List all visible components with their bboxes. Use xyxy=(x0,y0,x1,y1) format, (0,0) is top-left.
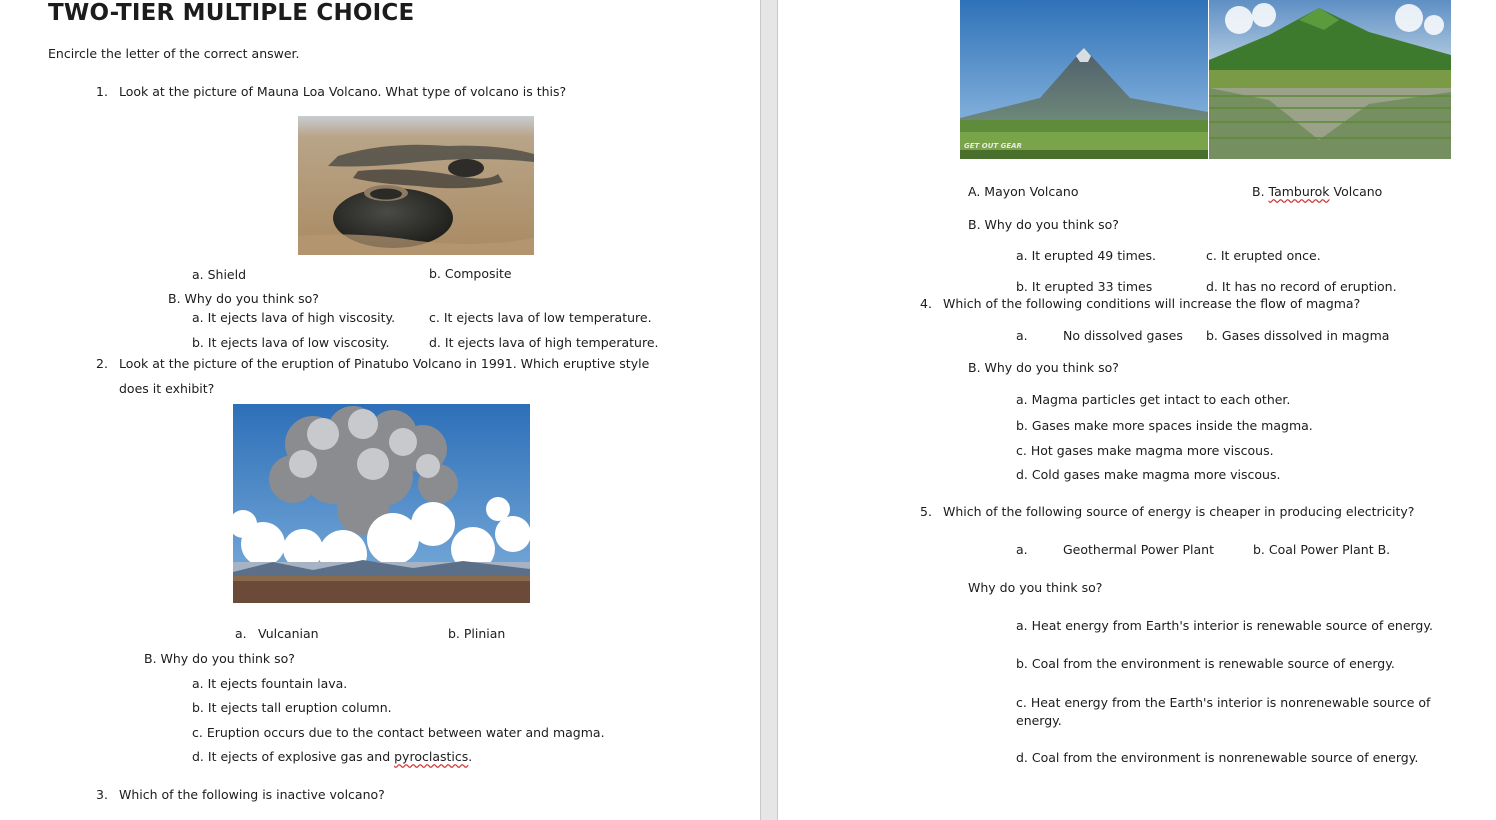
q2-reason-d[interactable] xyxy=(192,749,472,764)
mayon-photo-watermark: GET OUT GEAR xyxy=(964,142,1022,150)
q3-choice-b[interactable] xyxy=(1252,184,1382,199)
q5-choice-a-text[interactable]: Geothermal Power Plant xyxy=(1063,542,1215,557)
q3-choice-b-misspelled-word: Tamburok xyxy=(1268,184,1330,199)
q1-reason-d[interactable]: d. It ejects lava of high temperature. xyxy=(429,335,659,350)
q2-reason-c[interactable]: c. Eruption occurs due to the contact between water and magma. xyxy=(192,725,605,740)
q1-choice-a[interactable]: a. Shield xyxy=(192,267,247,282)
q1-reason-b[interactable]: b. It ejects lava of low viscosity. xyxy=(192,335,390,350)
mayon-volcano-image xyxy=(960,0,1208,159)
q2-reason-prompt: B. Why do you think so? xyxy=(144,651,295,666)
q4-choice-b[interactable]: b. Gases dissolved in magma xyxy=(1206,328,1390,343)
q4-number: 4. xyxy=(920,296,932,311)
q2-reason-b[interactable]: b. It ejects tall eruption column. xyxy=(192,700,392,715)
q5-reason-b[interactable]: b. Coal from the environment is renewable source of energy. xyxy=(1016,656,1395,671)
q3-number: 3. xyxy=(96,787,108,802)
q4-reason-prompt: B. Why do you think so? xyxy=(968,360,1119,375)
q1-reason-c[interactable]: c. It ejects lava of low temperature. xyxy=(429,310,652,325)
q2-choice-a-letter[interactable]: a. xyxy=(235,626,247,641)
q3-reason-d[interactable]: d. It has no record of eruption. xyxy=(1206,279,1397,294)
q5-reason-a[interactable]: a. Heat energy from Earth's interior is renewable source of energy. xyxy=(1016,618,1433,633)
q1-reason-a[interactable]: a. It ejects lava of high viscosity. xyxy=(192,310,396,325)
q4-question: Which of the following conditions will increase the flow of magma? xyxy=(943,296,1361,311)
mauna-loa-image xyxy=(298,116,534,255)
q2-reason-d-suffix: . xyxy=(468,749,473,764)
q4-reason-c[interactable]: c. Hot gases make magma more viscous. xyxy=(1016,443,1274,458)
q3-choice-b-suffix: Volcano xyxy=(1329,184,1383,199)
q5-question: Which of the following source of energy is cheaper in producing electricity? xyxy=(943,504,1415,519)
tamburok-volcano-image xyxy=(1209,0,1451,159)
page-gutter xyxy=(760,0,778,820)
q2-question-line1: Look at the picture of the eruption of Pinatubo Volcano in 1991. Which eruptive style xyxy=(119,356,650,371)
q3-reason-prompt: B. Why do you think so? xyxy=(968,217,1119,232)
q3-reason-c[interactable]: c. It erupted once. xyxy=(1206,248,1321,263)
q3-reason-b[interactable]: b. It erupted 33 times xyxy=(1016,279,1153,294)
q5-reason-d[interactable]: d. Coal from the environment is nonrenewable source of energy. xyxy=(1016,750,1419,765)
instruction-text: Encircle the letter of the correct answer. xyxy=(48,46,300,61)
q2-number: 2. xyxy=(96,356,108,371)
pinatubo-eruption-image xyxy=(233,404,530,603)
q2-question-line2: does it exhibit? xyxy=(119,381,215,396)
document-page-right xyxy=(778,0,1496,820)
q5-number: 5. xyxy=(920,504,932,519)
q5-reason-c[interactable]: c. Heat energy from the Earth's interior is nonrenewable source of energy. xyxy=(1016,695,1431,728)
q3-reason-a[interactable]: a. It erupted 49 times. xyxy=(1016,248,1156,263)
q4-choice-a-text[interactable]: No dissolved gases xyxy=(1063,328,1183,343)
q3-choice-b-prefix: B. xyxy=(1252,184,1269,199)
q4-reason-a[interactable]: a. Magma particles get intact to each other. xyxy=(1016,392,1291,407)
q2-reason-d-prefix: d. It ejects of explosive gas and xyxy=(192,749,395,764)
q4-reason-d[interactable]: d. Cold gases make magma more viscous. xyxy=(1016,467,1281,482)
q4-choice-a-letter[interactable]: a. xyxy=(1016,328,1028,343)
q2-reason-d-misspelled-word: pyroclastics xyxy=(394,749,469,764)
q5-choice-b[interactable]: b. Coal Power Plant B. xyxy=(1253,542,1391,557)
q2-choice-b[interactable]: b. Plinian xyxy=(448,626,506,641)
q1-reason-prompt: B. Why do you think so? xyxy=(168,291,319,306)
document-title: TWO-TIER MULTIPLE CHOICE xyxy=(48,0,415,26)
q1-number: 1. xyxy=(96,84,108,99)
q1-question: Look at the picture of Mauna Loa Volcano. What type of volcano is this? xyxy=(119,84,567,99)
q5-reason-prompt: Why do you think so? xyxy=(968,580,1103,595)
q3-question: Which of the following is inactive volcano? xyxy=(119,787,385,802)
q2-reason-a[interactable]: a. It ejects fountain lava. xyxy=(192,676,348,691)
q2-choice-a-text[interactable]: Vulcanian xyxy=(258,626,319,641)
q3-choice-a[interactable]: A. Mayon Volcano xyxy=(968,184,1079,199)
q4-reason-b[interactable]: b. Gases make more spaces inside the magma. xyxy=(1016,418,1313,433)
q5-choice-a-letter[interactable]: a. xyxy=(1016,542,1028,557)
q1-choice-b[interactable]: b. Composite xyxy=(429,266,512,281)
